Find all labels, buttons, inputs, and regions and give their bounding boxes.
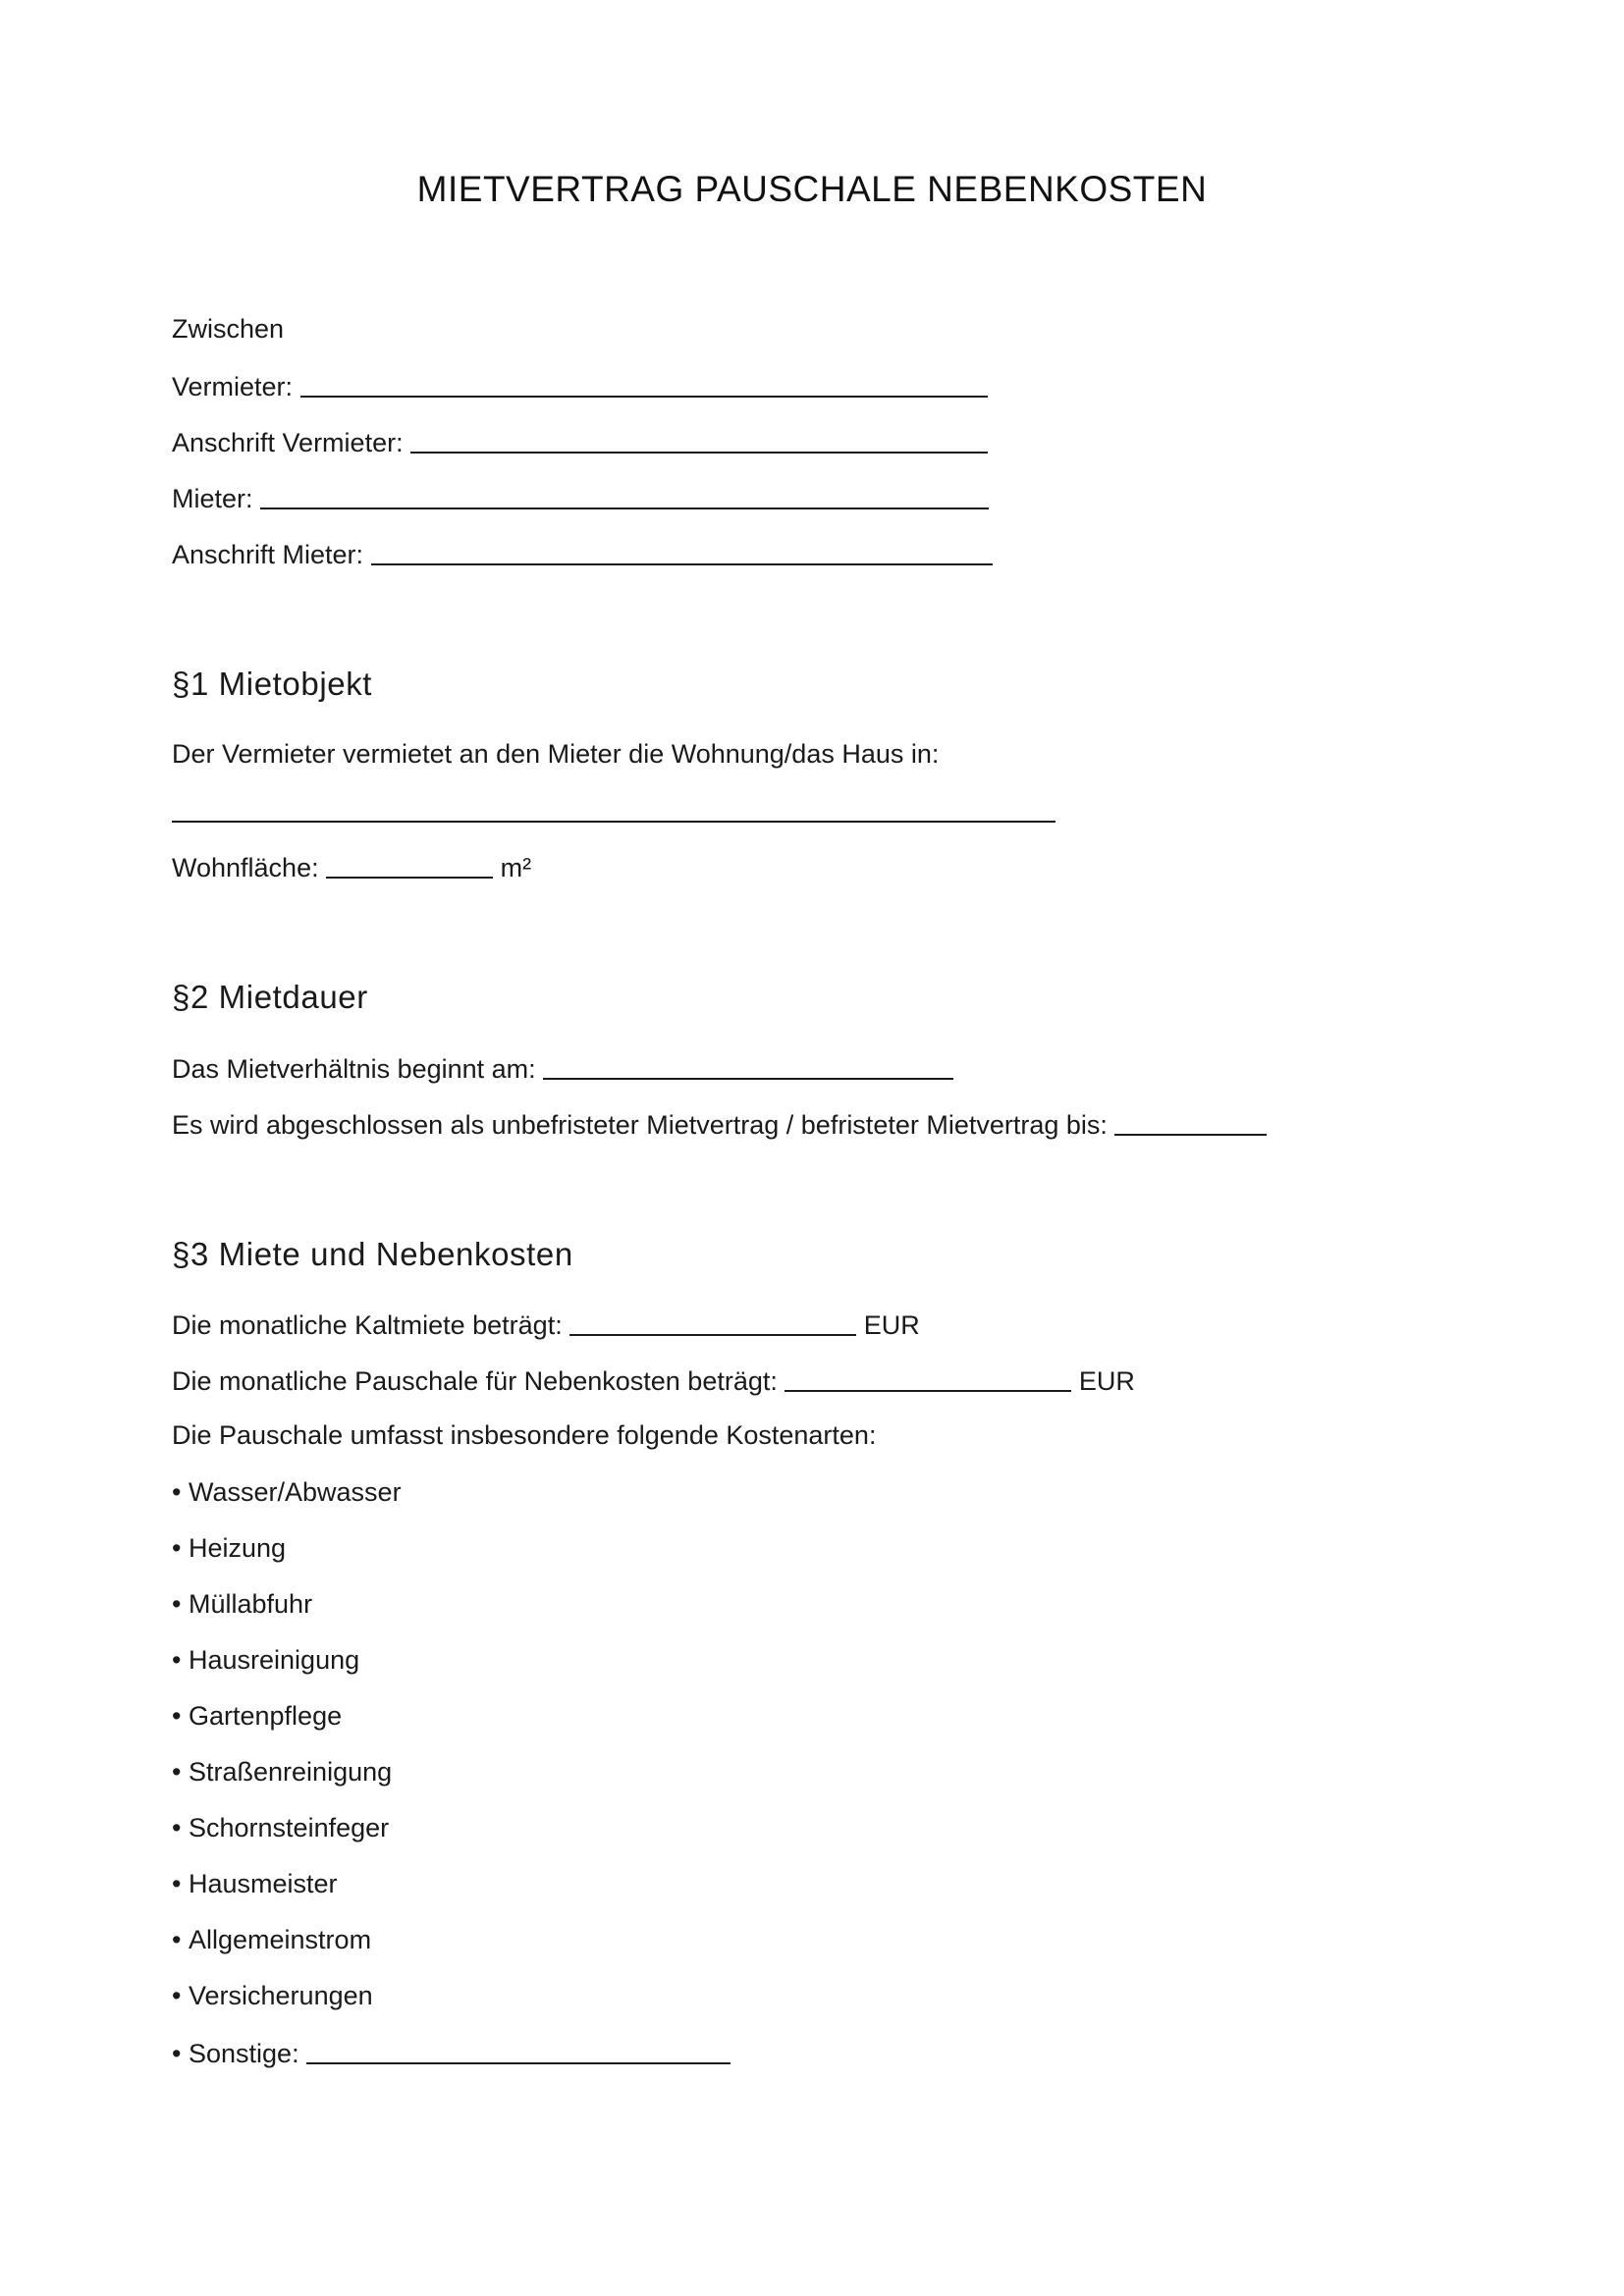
cost-item-label: Schornsteinfeger (189, 1813, 390, 1842)
landlord-label: Vermieter: (172, 372, 294, 401)
bullet-icon: • (172, 2039, 182, 2068)
area-unit: m² (500, 853, 532, 882)
bullet-icon: • (172, 1701, 182, 1731)
rent-row (172, 1307, 920, 1342)
bullet-icon: • (172, 1981, 182, 2010)
section3-heading: §3 Miete und Nebenkosten (172, 1236, 573, 1272)
landlord-row (172, 368, 988, 403)
start-row (172, 1050, 953, 1086)
start-label: Das Mietverhältnis beginnt am: (172, 1054, 536, 1084)
tenant-field[interactable] (260, 482, 989, 509)
section2-heading: §2 Mietdauer (172, 979, 368, 1015)
landlord-field[interactable] (300, 370, 988, 398)
flat-rate-label: Die monatliche Pauschale für Nebenkosten beträgt: (172, 1366, 778, 1396)
bullet-icon: • (172, 1869, 182, 1898)
tenant-label: Mieter: (172, 484, 253, 513)
bullet-icon: • (172, 1925, 182, 1954)
bullet-icon: • (172, 1533, 182, 1563)
tenant-row (172, 480, 989, 515)
term-row (172, 1106, 1267, 1142)
section1-heading: §1 Mietobjekt (172, 666, 373, 702)
start-date-field[interactable] (543, 1052, 953, 1080)
section1-text: Der Vermieter vermietet an den Mieter die Wohnung/das Haus in: (172, 739, 940, 769)
rent-field[interactable] (569, 1308, 856, 1336)
other-costs-label: Sonstige: (189, 2039, 299, 2068)
cost-item (172, 1979, 373, 2012)
other-costs-row (172, 2035, 731, 2070)
other-costs-field[interactable] (306, 2037, 731, 2064)
cost-item-label: Allgemeinstrom (189, 1925, 372, 1954)
document-title: MIETVERTRAG PAUSCHALE NEBENKOSTEN (416, 169, 1208, 209)
cost-item (172, 1811, 389, 1844)
cost-item-label: Heizung (189, 1533, 287, 1563)
tenant-address-label: Anschrift Mieter: (172, 540, 364, 569)
cost-item-label: Müllabfuhr (189, 1589, 313, 1619)
area-label: Wohnfläche: (172, 853, 319, 882)
bullet-icon: • (172, 1645, 182, 1675)
cost-item-label: Versicherungen (189, 1981, 373, 2010)
tenant-address-row (172, 536, 993, 571)
property-address-field[interactable] (172, 795, 1056, 823)
rent-unit: EUR (863, 1310, 920, 1340)
cost-item-label: Wasser/Abwasser (189, 1477, 402, 1507)
cost-item (172, 1587, 312, 1621)
flat-rate-unit: EUR (1078, 1366, 1135, 1396)
cost-item (172, 1867, 338, 1900)
cost-item-label: Gartenpflege (189, 1701, 343, 1731)
cost-item-label: Hausreinigung (189, 1645, 360, 1675)
term-label: Es wird abgeschlossen als unbefristeter Mietvertrag / befristeter Mietvertrag bis: (172, 1110, 1108, 1140)
bullet-icon: • (172, 1813, 182, 1842)
cost-item (172, 1923, 371, 1956)
tenant-address-field[interactable] (371, 538, 993, 565)
cost-item-label: Straßenreinigung (189, 1757, 393, 1787)
bullet-icon: • (172, 1757, 182, 1787)
term-end-field[interactable] (1114, 1108, 1267, 1136)
cost-item (172, 1475, 402, 1509)
cost-item (172, 1699, 342, 1733)
cost-item (172, 1531, 286, 1565)
property-address-row (172, 793, 1056, 828)
cost-item (172, 1643, 359, 1677)
rent-label: Die monatliche Kaltmiete beträgt: (172, 1310, 563, 1340)
area-row (172, 849, 531, 884)
includes-text: Die Pauschale umfasst insbesondere folgende Kostenarten: (172, 1420, 877, 1450)
flat-rate-field[interactable] (785, 1364, 1071, 1392)
parties-intro: Zwischen (172, 314, 285, 344)
landlord-address-label: Anschrift Vermieter: (172, 428, 404, 457)
landlord-address-row (172, 424, 988, 459)
bullet-icon: • (172, 1477, 182, 1507)
area-field[interactable] (326, 851, 493, 879)
flat-rate-row (172, 1362, 1135, 1398)
cost-item (172, 1755, 392, 1789)
landlord-address-field[interactable] (410, 426, 988, 454)
bullet-icon: • (172, 1589, 182, 1619)
cost-item-label: Hausmeister (189, 1869, 338, 1898)
